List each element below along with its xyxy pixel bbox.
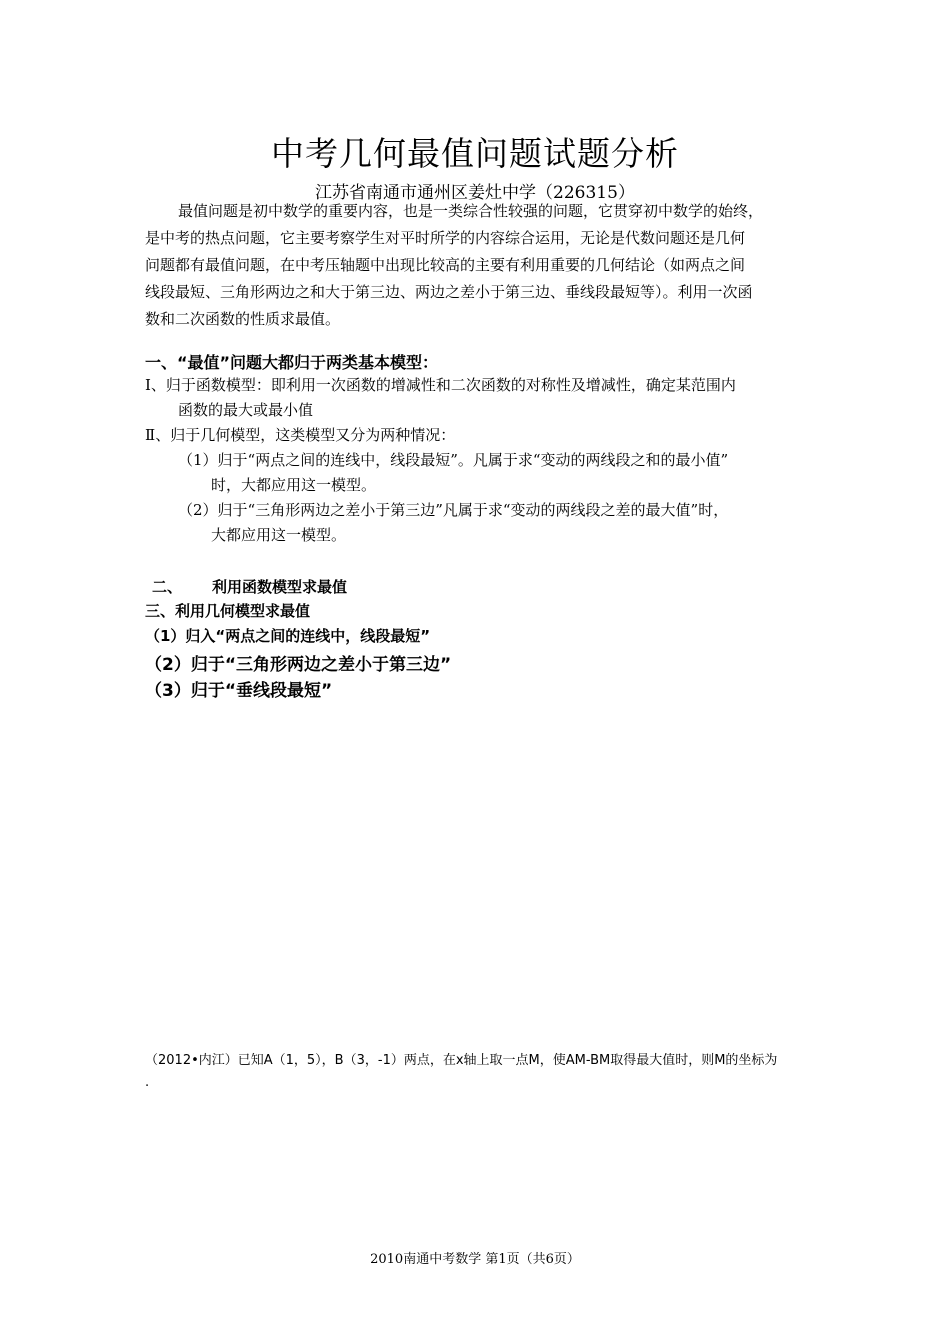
problem-text-line1: （2012•内江）已知A（1，5），B（3，-1）两点，在x轴上取一点M，使AM-BM取得最大值时，则M的坐标为 [145,1053,778,1068]
section1-sub2-line2: 大都应用这一模型。 [211,526,347,544]
problem-text-line2: . [145,1075,150,1090]
intro-line: 问题都有最值问题，在中考压轴题中出现比较高的主要有利用重要的几何结论（如两点之间 [145,256,746,274]
intro-line: 最值问题是初中数学的重要内容，也是一类综合性较强的问题，它贯穿初中数学的始终， [178,202,764,220]
intro-line: 是中考的热点问题，它主要考察学生对平时所学的内容综合运用，无论是代数问题还是几何 [145,229,746,247]
section3-item3: （3）归于“垂线段最短” [145,681,333,701]
section2-number: 二、 [152,578,183,596]
section1-item1-line2: 函数的最大或最小值 [178,401,314,419]
intro-paragraph [145,198,815,333]
section3-heading: 三、利用几何模型求最值 [145,602,311,620]
section2-title: 利用函数模型求最值 [212,578,348,596]
section3-item2: （2）归于“三角形两边之差小于第三边” [145,655,452,675]
page-footer: 2010南通中考数学 第1页（共6页） [370,1252,580,1267]
section1-heading: 一、“最值”问题大都归于两类基本模型： [145,353,439,372]
section1-sub2-line1: （2）归于“三角形两边之差小于第三边”凡属于求“变动的两线段之差的最大值”时， [178,501,729,519]
intro-line: 数和二次函数的性质求最值。 [145,310,341,328]
document-subtitle: 江苏省南通市通州区姜灶中学（226315） [315,183,635,203]
section3-item1: （1）归入“两点之间的连线中，线段最短” [145,627,431,645]
section1-sub1-line1: （1）归于“两点之间的连线中，线段最短”。凡属于求“变动的两线段之和的最小值” [178,451,729,469]
document-title: 中考几何最值问题试题分析 [271,134,679,173]
section1-item1-line1: Ⅰ、归于函数模型：即利用一次函数的增减性和二次函数的对称性及增减性，确定某范围内 [145,376,736,394]
section1-sub1-line2: 时，大都应用这一模型。 [211,476,377,494]
intro-line: 线段最短、三角形两边之和大于第三边、两边之差小于第三边、垂线段最短等）。利用一次函 [145,283,753,301]
section1-item2: Ⅱ、归于几何模型，这类模型又分为两种情况： [145,426,456,444]
